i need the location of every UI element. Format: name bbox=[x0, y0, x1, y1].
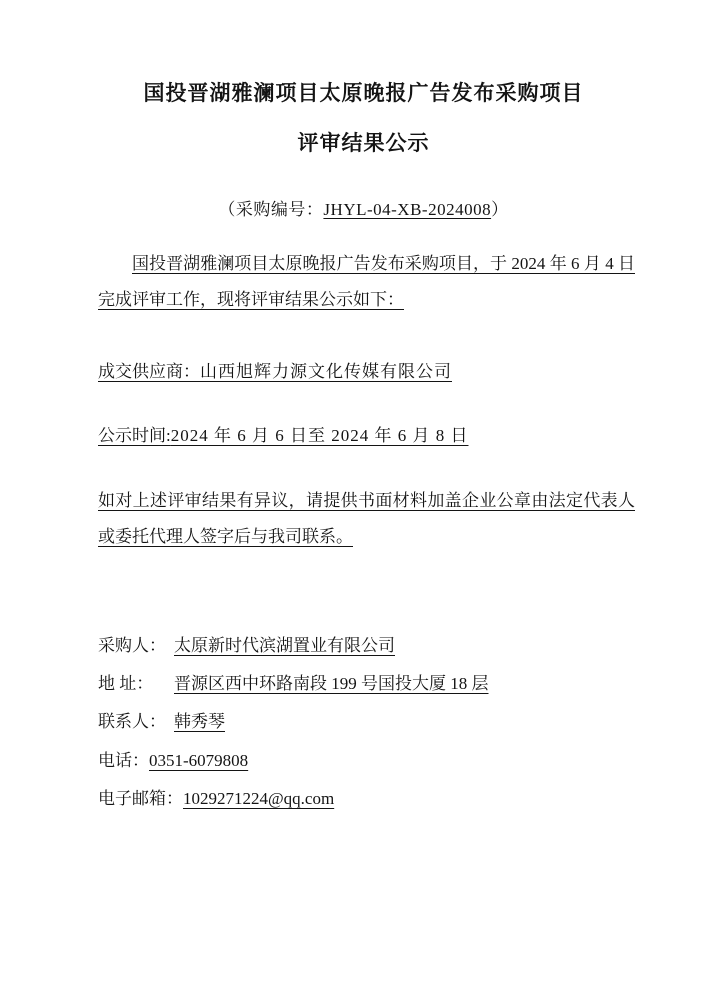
contact-person-label: 联系人： bbox=[98, 712, 166, 732]
supplier-label: 成交供应商： bbox=[98, 362, 200, 382]
supplier-value: 山西旭辉力源文化传媒有限公司 bbox=[200, 362, 452, 382]
list-item bbox=[98, 780, 727, 818]
objection-paragraph bbox=[98, 483, 635, 554]
contact-person-value: 韩秀琴 bbox=[174, 712, 225, 732]
intro-paragraph-text: 国投晋湖雅澜项目太原晚报广告发布采购项目，于 2024 年 6 月 4 日完成评审工作，现将评审结果公示如下： bbox=[98, 254, 635, 309]
purchaser-label: 采购人： bbox=[98, 635, 166, 655]
supplier-row bbox=[98, 355, 635, 389]
title-block bbox=[0, 78, 727, 159]
email-value: 1029271224@qq.com bbox=[183, 788, 335, 808]
document-page bbox=[0, 78, 727, 990]
publicity-period-value: 2024 年 6 月 6 日至 2024 年 6 月 8 日 bbox=[170, 426, 469, 446]
procurement-code-line bbox=[0, 195, 727, 220]
procurement-code-suffix: ） bbox=[491, 200, 509, 219]
spacer-1 bbox=[98, 317, 635, 355]
contact-block bbox=[0, 627, 727, 818]
list-item bbox=[98, 627, 727, 665]
email-label: 电子邮箱： bbox=[98, 788, 183, 808]
list-item bbox=[98, 742, 727, 780]
spacer-2 bbox=[98, 389, 635, 419]
publicity-period-label: 公示时间: bbox=[98, 426, 171, 446]
list-item bbox=[98, 665, 727, 703]
spacer-3 bbox=[98, 453, 635, 483]
page-title-line-2: 评审结果公示 bbox=[297, 130, 430, 155]
address-label: 地 址： bbox=[98, 674, 154, 693]
phone-label: 电话： bbox=[98, 750, 149, 770]
spacer-4 bbox=[98, 555, 635, 627]
page-title-line-1: 国投晋湖雅澜项目太原晚报广告发布采购项目 bbox=[143, 81, 584, 105]
intro-paragraph bbox=[98, 246, 635, 317]
publicity-period-row bbox=[98, 419, 635, 453]
objection-paragraph-text: 如对上述评审结果有异议，请提供书面材料加盖企业公章由法定代表人或委托代理人签字后与我司联系。 bbox=[98, 491, 635, 547]
procurement-code-value: JHYL-04-XB-2024008 bbox=[323, 200, 492, 219]
phone-value: 0351-6079808 bbox=[149, 750, 249, 770]
purchaser-value: 太原新时代滨湖置业有限公司 bbox=[174, 635, 395, 655]
list-item bbox=[98, 703, 727, 741]
address-value: 晋源区西中环路南段 199 号国投大厦 18 层 bbox=[174, 674, 489, 693]
procurement-code-prefix: （采购编号： bbox=[218, 200, 324, 219]
body-block bbox=[0, 246, 727, 627]
